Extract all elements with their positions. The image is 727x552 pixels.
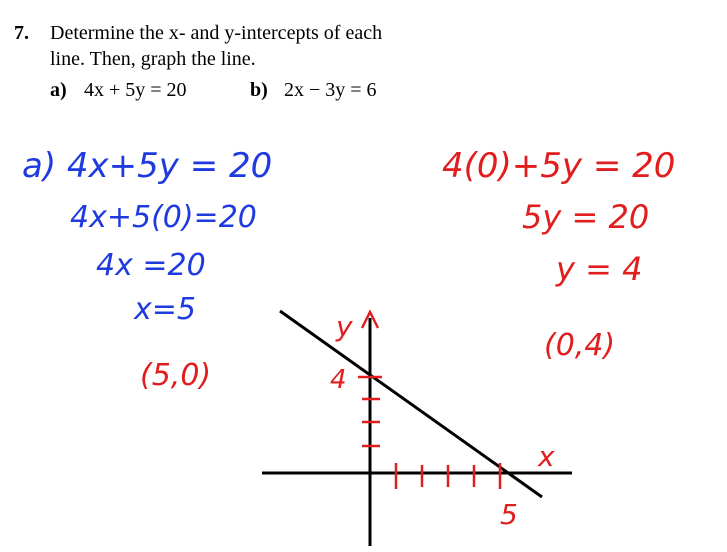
red-work-line-1: 4(0)+5y = 20: [442, 146, 676, 186]
graphed-line: [280, 311, 542, 497]
problem-line-2: line. Then, graph the line.: [50, 48, 256, 70]
x-intercept-label: 5: [500, 498, 518, 531]
blue-work-line-3: 4x =20: [96, 248, 206, 283]
blue-work-line-1: a) 4x+5y = 20: [22, 146, 273, 186]
blue-work-line-4: x=5: [134, 292, 196, 327]
red-work-line-3: y = 4: [556, 250, 643, 288]
problem-line-1: Determine the x- and y-intercepts of each: [50, 22, 383, 44]
red-x-intercept-point: (5,0): [140, 358, 212, 393]
y-axis-label: y: [336, 310, 353, 343]
red-work-line-2: 5y = 20: [522, 198, 650, 236]
part-b-label: b): [250, 79, 268, 101]
part-b-equation: 2x − 3y = 6: [284, 79, 377, 101]
red-y-intercept-point: (0,4): [544, 328, 616, 363]
y-intercept-label: 4: [330, 365, 347, 395]
blue-work-line-2: 4x+5(0)=20: [70, 200, 257, 235]
part-a-equation: 4x + 5y = 20: [84, 79, 187, 101]
x-axis-ticks: [396, 463, 500, 489]
x-axis-label: x: [538, 440, 555, 473]
problem-number: 7.: [14, 22, 29, 44]
part-a-label: a): [50, 79, 67, 101]
